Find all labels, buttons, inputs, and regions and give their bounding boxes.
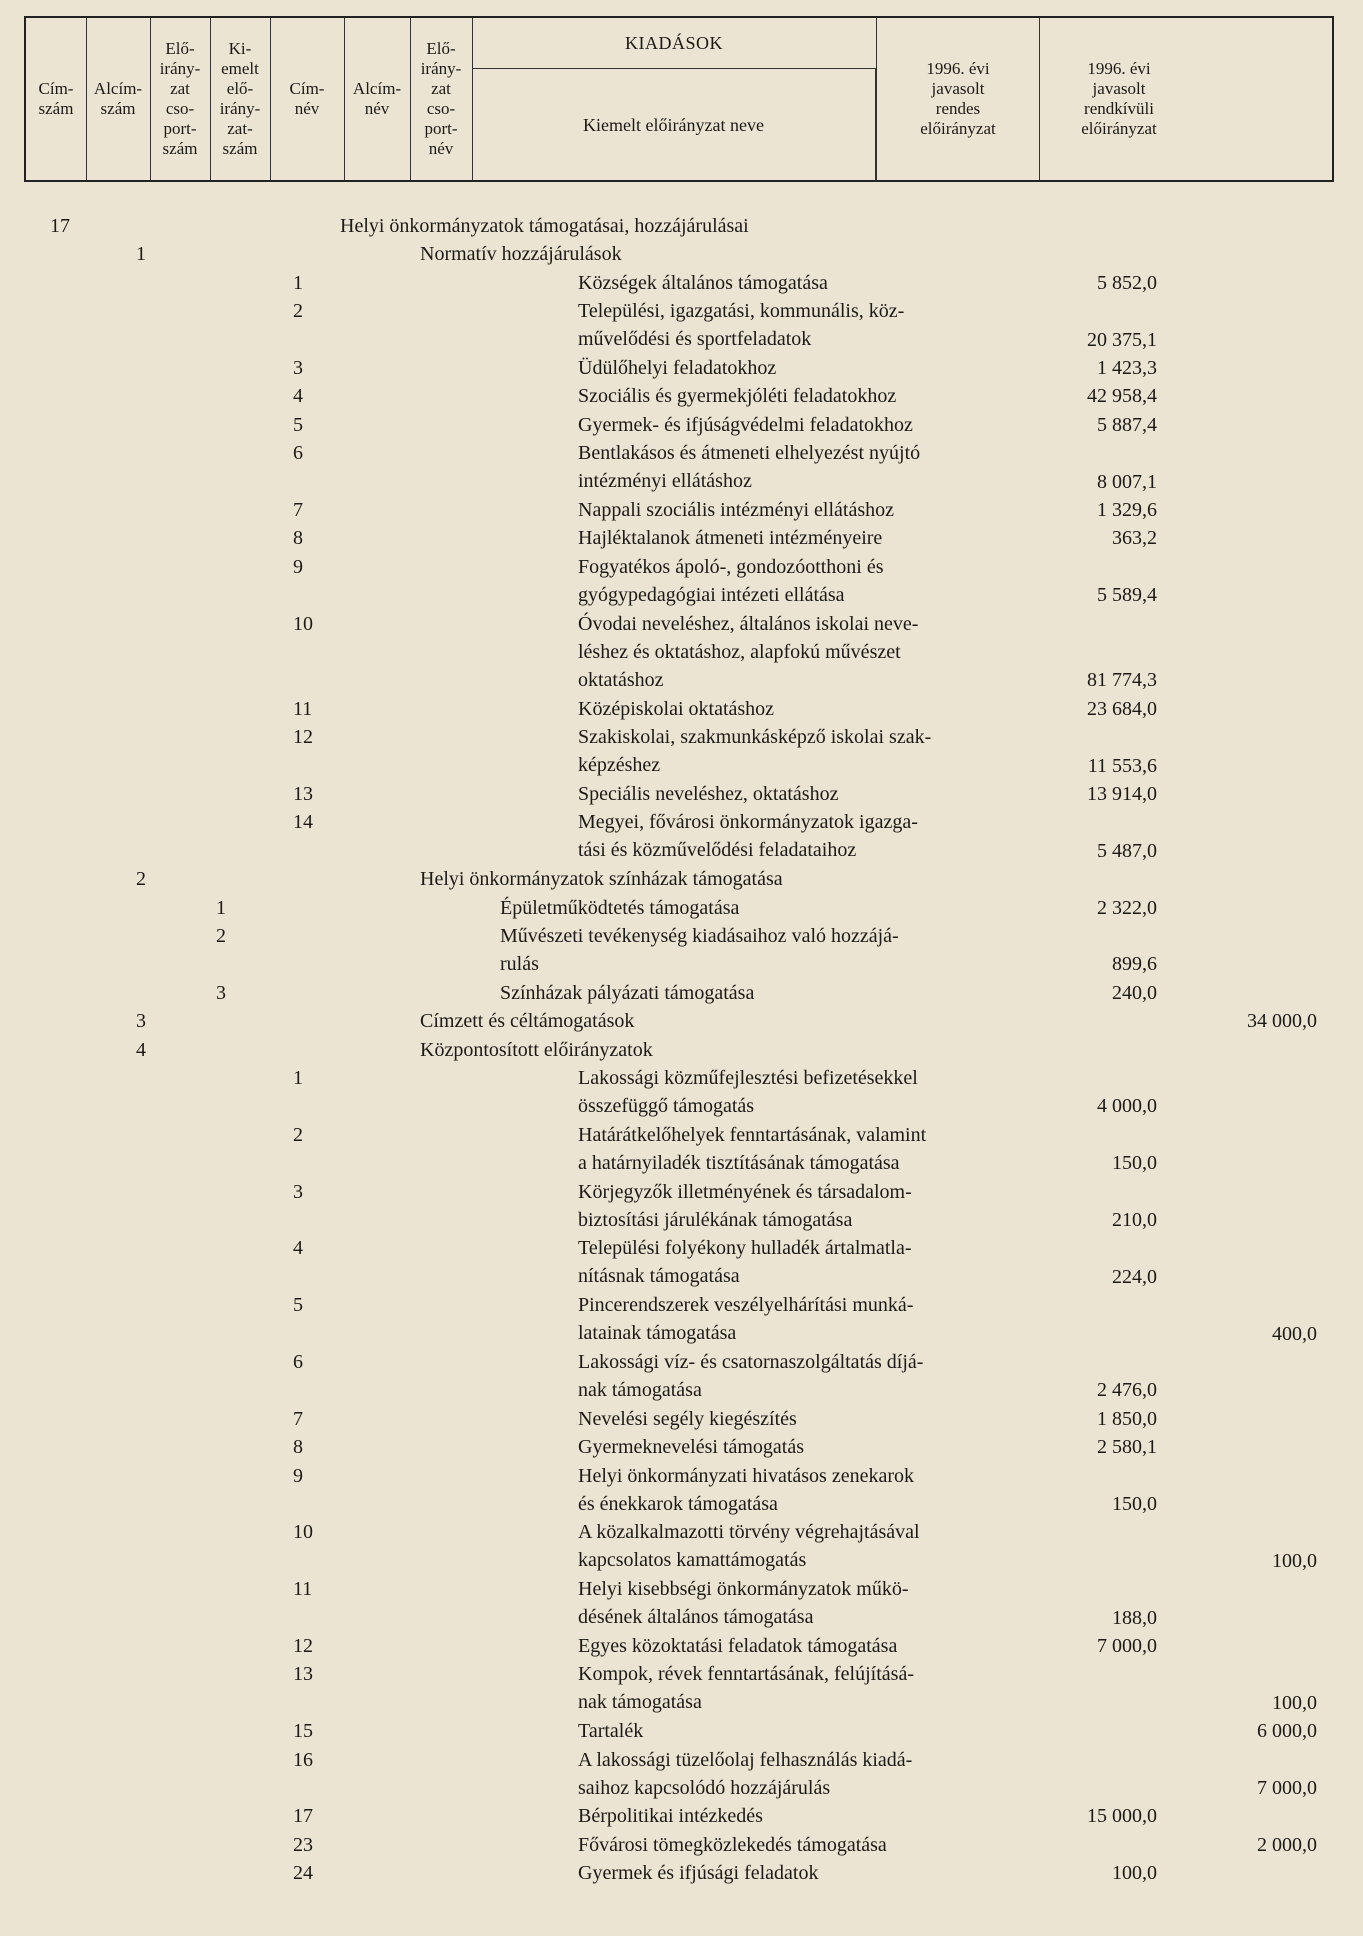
description-line: Épületműködtetés támogatása	[500, 896, 740, 919]
description-line: Hajléktalanok átmeneti intézményeire	[578, 527, 883, 550]
eloiranyzat-csoport-szam: 3	[216, 981, 226, 1004]
kiemelt-szam: 7	[293, 499, 303, 521]
kiemelt-szam: 7	[293, 1407, 303, 1430]
table-row	[0, 979, 1363, 1007]
kiemelt-eloiranyzat-nev	[578, 1234, 1018, 1290]
header-kiemelt-nev: Kiemelt előirányzat neve	[472, 68, 876, 182]
kiemelt-szam: 3	[293, 357, 303, 379]
table-row	[0, 1802, 1363, 1830]
description-line: Színházak pályázati támogatása	[500, 981, 755, 1004]
eloiranyzat-csoport-nev	[500, 979, 1020, 1007]
rendes-eloiranyzat: 5 487,0	[1097, 839, 1157, 862]
kiemelt-eloiranyzat-nev	[578, 1178, 1018, 1234]
header-cim-nev: Cím- név	[270, 18, 345, 180]
kiemelt-eloiranyzat-nev	[578, 1859, 1018, 1887]
description-line: Fogyatékos ápoló-, gondozóotthoni és	[578, 555, 884, 578]
table-row	[0, 1632, 1363, 1660]
kiemelt-szam: 9	[293, 1464, 303, 1487]
rendkivuli-eloiranyzat: 7 000,0	[1257, 1776, 1317, 1799]
kiemelt-eloiranyzat-nev	[578, 1660, 1018, 1716]
table-row	[0, 212, 1363, 240]
description-line: Körjegyzők illetményének és társadalom-	[578, 1180, 912, 1203]
kiemelt-eloiranyzat-nev	[578, 1717, 1018, 1745]
description-line: Bentlakásos és átmeneti elhelyezést nyújtó	[578, 442, 921, 465]
kiemelt-szam: 13	[293, 1663, 313, 1686]
kiemelt-szam: 15	[293, 1720, 313, 1743]
table-row	[0, 865, 1363, 893]
kiemelt-eloiranyzat-nev	[578, 1291, 1018, 1347]
alcim-nev: Normatív hozzájárulások	[420, 243, 622, 266]
kiemelt-szam: 3	[293, 1180, 303, 1203]
rendes-eloiranyzat: 5 887,4	[1097, 413, 1157, 436]
kiemelt-eloiranyzat-nev	[578, 269, 1018, 297]
header-rendes: 1996. évi javasolt rendes előirányzat	[876, 18, 1040, 180]
alcim-szam: 4	[136, 1038, 146, 1061]
description-line: nak támogatása	[578, 1379, 702, 1401]
rendes-eloiranyzat: 240,0	[1112, 981, 1157, 1004]
description-line: oktatáshoz	[578, 668, 664, 691]
rendes-eloiranyzat: 20 375,1	[1087, 328, 1157, 351]
rendes-eloiranyzat: 11 553,6	[1087, 754, 1157, 777]
eloiranyzat-csoport-nev	[500, 894, 1020, 922]
kiemelt-szam: 12	[293, 1635, 313, 1657]
alcim-nev: Központosított előirányzatok	[420, 1038, 653, 1061]
kiemelt-szam: 13	[293, 783, 313, 805]
rendes-eloiranyzat: 42 958,4	[1087, 385, 1157, 408]
table-row	[0, 1831, 1363, 1859]
kiemelt-eloiranyzat-nev	[578, 1575, 1018, 1631]
table-row	[0, 695, 1363, 723]
description-line: biztosítási járulékának támogatása	[578, 1208, 853, 1231]
kiemelt-szam: 5	[293, 413, 303, 436]
rendkivuli-eloiranyzat: 100,0	[1272, 1691, 1317, 1714]
description-line: Szakiskolai, szakmunkásképző iskolai szak-	[578, 726, 932, 749]
kiemelt-szam: 10	[293, 1521, 313, 1544]
kiemelt-szam: 16	[293, 1748, 313, 1771]
description-line: gyógypedagógiai intézeti ellátása	[578, 583, 845, 606]
kiemelt-eloiranyzat-nev	[578, 524, 1018, 552]
description-line: és énekkarok támogatása	[578, 1492, 778, 1515]
rendkivuli-eloiranyzat: 100,0	[1272, 1549, 1317, 1572]
kiemelt-eloiranyzat-nev	[578, 780, 1018, 808]
table-row	[0, 553, 1363, 610]
table-row	[0, 1121, 1363, 1178]
rendkivuli-eloiranyzat: 400,0	[1272, 1322, 1317, 1345]
rendes-eloiranyzat: 5 589,4	[1097, 584, 1157, 607]
table-row	[0, 1348, 1363, 1405]
kiemelt-szam: 8	[293, 527, 303, 550]
description-line: Szociális és gyermekjóléti feladatokhoz	[578, 385, 897, 408]
description-line: Megyei, fővárosi önkormányzatok igazga-	[578, 811, 918, 834]
header-alcim-nev: Alcím- név	[344, 18, 411, 180]
description-line: Helyi önkormányzati hivatásos zenekarok	[578, 1464, 914, 1487]
kiemelt-eloiranyzat-nev	[578, 439, 1018, 495]
rendes-eloiranyzat: 15 000,0	[1087, 1805, 1157, 1828]
kiemelt-eloiranyzat-nev	[578, 382, 1018, 410]
table-row	[0, 1859, 1363, 1887]
kiemelt-szam: 6	[293, 442, 303, 465]
kiemelt-eloiranyzat-nev	[578, 610, 1018, 694]
description-line: Gyermek és ifjúsági feladatok	[578, 1862, 819, 1885]
description-line: Lakossági közműfejlesztési befizetésekkel	[578, 1067, 918, 1089]
kiemelt-eloiranyzat-nev	[578, 1405, 1018, 1433]
alcim-szam: 1	[136, 243, 146, 266]
table-row	[0, 723, 1363, 780]
rendes-eloiranyzat: 2 580,1	[1097, 1436, 1157, 1459]
rendes-eloiranyzat: 5 852,0	[1097, 271, 1157, 294]
description-line: Helyi kisebbségi önkormányzatok műkö-	[578, 1578, 909, 1601]
kiemelt-szam: 4	[293, 1237, 303, 1260]
description-line: A közalkalmazotti törvény végrehajtásával	[578, 1521, 920, 1544]
kiemelt-szam: 10	[293, 612, 313, 635]
eloiranyzat-csoport-nev	[500, 922, 1020, 978]
kiemelt-eloiranyzat-nev	[578, 1064, 1018, 1120]
kiemelt-eloiranyzat-nev	[578, 1518, 1018, 1574]
rendes-eloiranyzat: 81 774,3	[1087, 669, 1157, 692]
header-alcim-szam: Alcím- szám	[86, 18, 151, 180]
description-line: Tartalék	[578, 1720, 644, 1743]
description-line: saihoz kapcsolódó hozzájárulás	[578, 1776, 831, 1799]
table-row	[0, 1433, 1363, 1461]
table-row	[0, 808, 1363, 865]
header-kiadasok: KIADÁSOK	[472, 18, 876, 69]
table-row	[0, 1717, 1363, 1745]
header-rendkivuli: 1996. évi javasolt rendkívüli előirányzat	[1081, 59, 1157, 138]
table-row	[0, 240, 1363, 268]
alcim-szam: 3	[136, 1010, 146, 1033]
rendes-eloiranyzat: 2 476,0	[1097, 1379, 1157, 1402]
kiemelt-eloiranyzat-nev	[578, 723, 1018, 779]
table-row	[0, 1660, 1363, 1717]
kiemelt-szam: 1	[293, 271, 303, 294]
kiemelt-szam: 12	[293, 726, 313, 749]
eloiranyzat-csoport-szam: 2	[216, 925, 226, 947]
table-row	[0, 1064, 1363, 1121]
kiemelt-eloiranyzat-nev	[578, 695, 1018, 723]
table-row	[0, 1234, 1363, 1291]
kiemelt-szam: 11	[293, 1578, 313, 1601]
description-line: Nappali szociális intézményi ellátáshoz	[578, 499, 894, 521]
kiemelt-szam: 4	[293, 385, 303, 408]
rendes-eloiranyzat: 1 329,6	[1097, 499, 1157, 521]
description-line: désének általános támogatása	[578, 1606, 814, 1629]
description-line: Nevelési segély kiegészítés	[578, 1407, 797, 1430]
kiemelt-eloiranyzat-nev	[578, 553, 1018, 609]
description-line: tási és közművelődési feladataihoz	[578, 839, 857, 862]
kiemelt-eloiranyzat-nev	[578, 1831, 1018, 1859]
rendes-eloiranyzat: 188,0	[1112, 1606, 1157, 1629]
eloiranyzat-csoport-szam: 1	[216, 896, 226, 919]
description-line: Pincerendszerek veszélyelhárítási munká-	[578, 1294, 914, 1317]
description-line: Gyermeknevelési támogatás	[578, 1436, 805, 1459]
description-line: Községek általános támogatása	[578, 271, 828, 294]
description-line: Lakossági víz- és csatornaszolgáltatás díjá-	[578, 1351, 924, 1373]
description-line: nításnak támogatása	[578, 1265, 740, 1288]
rendes-eloiranyzat: 899,6	[1112, 953, 1157, 976]
table-row	[0, 922, 1363, 979]
description-line: Középiskolai oktatáshoz	[578, 697, 775, 720]
kiemelt-szam: 2	[293, 300, 303, 323]
table-row	[0, 1178, 1363, 1235]
rendes-eloiranyzat: 1 850,0	[1097, 1407, 1157, 1430]
table-row	[0, 1518, 1363, 1575]
table-row	[0, 269, 1363, 297]
rendes-eloiranyzat: 4 000,0	[1097, 1095, 1157, 1118]
kiemelt-eloiranyzat-nev	[578, 496, 1018, 524]
table-row	[0, 496, 1363, 524]
kiemelt-eloiranyzat-nev	[578, 808, 1018, 864]
rendes-eloiranyzat: 8 007,1	[1097, 470, 1157, 493]
kiemelt-szam: 2	[293, 1123, 303, 1146]
kiemelt-szam: 23	[293, 1833, 313, 1856]
table-row	[0, 439, 1363, 496]
kiemelt-szam: 14	[293, 811, 313, 834]
cim-szam: 17	[50, 215, 70, 237]
description-line: Határátkelőhelyek fenntartásának, valamint	[578, 1123, 927, 1146]
rendes-eloiranyzat: 2 322,0	[1097, 896, 1157, 919]
kiemelt-szam: 11	[293, 697, 313, 720]
rendes-eloiranyzat: 150,0	[1112, 1152, 1157, 1175]
rendkivuli-eloiranyzat: 2 000,0	[1257, 1833, 1317, 1856]
alcim-szam: 2	[136, 868, 146, 891]
table-row	[0, 1746, 1363, 1803]
table-row	[0, 780, 1363, 808]
description-line: Bérpolitikai intézkedés	[578, 1805, 763, 1828]
table-row	[0, 1462, 1363, 1519]
kiemelt-szam: 24	[293, 1862, 313, 1885]
kiemelt-eloiranyzat-nev	[578, 1348, 1018, 1404]
kiemelt-szam: 6	[293, 1351, 303, 1373]
table-header	[24, 16, 1334, 182]
kiemelt-eloiranyzat-nev	[578, 297, 1018, 353]
kiemelt-eloiranyzat-nev	[578, 1802, 1018, 1830]
description-line: képzéshez	[578, 754, 661, 777]
description-line: Speciális neveléshez, oktatáshoz	[578, 783, 839, 805]
description-line: nak támogatása	[578, 1691, 702, 1714]
rendes-eloiranyzat: 210,0	[1112, 1208, 1157, 1231]
kiemelt-eloiranyzat-nev	[578, 411, 1018, 439]
cim-nev: Helyi önkormányzatok támogatásai, hozzájárulásai	[340, 215, 749, 237]
description-line: léshez és oktatáshoz, alapfokú művészet	[578, 640, 901, 663]
table-row	[0, 411, 1363, 439]
rendkivuli-eloiranyzat: 6 000,0	[1257, 1720, 1317, 1743]
rendkivuli-eloiranyzat: 34 000,0	[1247, 1010, 1317, 1033]
header-kiemelt-szam: Ki- emelt elő- irány- zat- szám	[210, 18, 271, 180]
rendes-eloiranyzat: 363,2	[1112, 527, 1157, 550]
header-eloiranyzat-csoport-nev: Elő- irány- zat cso- port- név	[410, 18, 473, 180]
description-line: Települési folyékony hulladék ártalmatla-	[578, 1237, 912, 1260]
kiemelt-szam: 8	[293, 1436, 303, 1459]
description-line: Művészeti tevékenység kiadásaihoz való hozzájá-	[500, 925, 899, 947]
description-line: intézményi ellátáshoz	[578, 470, 752, 493]
table-row	[0, 1405, 1363, 1433]
description-line: Települési, igazgatási, kommunális, köz-	[578, 300, 905, 323]
table-row	[0, 382, 1363, 410]
rendes-eloiranyzat: 224,0	[1112, 1265, 1157, 1288]
table-row	[0, 1007, 1363, 1035]
description-line: Fővárosi tömegközlekedés támogatása	[578, 1833, 887, 1856]
description-line: rulás	[500, 953, 539, 975]
description-line: kapcsolatos kamattámogatás	[578, 1549, 807, 1572]
table-row	[0, 297, 1363, 354]
kiemelt-eloiranyzat-nev	[578, 354, 1018, 382]
alcim-nev: Címzett és céltámogatások	[420, 1010, 635, 1033]
alcim-nev: Helyi önkormányzatok színházak támogatása	[420, 868, 783, 891]
rendes-eloiranyzat: 13 914,0	[1087, 783, 1157, 805]
kiemelt-szam: 5	[293, 1294, 303, 1317]
table-row	[0, 1291, 1363, 1348]
rendes-eloiranyzat: 1 423,3	[1097, 357, 1157, 379]
table-row	[0, 894, 1363, 922]
table-row	[0, 354, 1363, 382]
rendes-eloiranyzat: 7 000,0	[1097, 1635, 1157, 1657]
description-line: a határnyiladék tisztításának támogatása	[578, 1151, 900, 1174]
description-line: Gyermek- és ifjúságvédelmi feladatokhoz	[578, 413, 913, 436]
description-line: Egyes közoktatási feladatok támogatása	[578, 1635, 898, 1657]
table-row	[0, 524, 1363, 552]
table-row	[0, 610, 1363, 695]
rendes-eloiranyzat: 23 684,0	[1087, 697, 1157, 720]
description-line: A lakossági tüzelőolaj felhasználás kiadá-	[578, 1748, 913, 1771]
description-line: Üdülőhelyi feladatokhoz	[578, 357, 777, 379]
kiemelt-eloiranyzat-nev	[578, 1121, 1018, 1177]
table-row	[0, 1575, 1363, 1632]
kiemelt-eloiranyzat-nev	[578, 1433, 1018, 1461]
kiemelt-eloiranyzat-nev	[578, 1632, 1018, 1660]
description-line: művelődési és sportfeladatok	[578, 328, 812, 351]
description-line: Óvodai neveléshez, általános iskolai neve-	[578, 612, 919, 635]
rendes-eloiranyzat: 100,0	[1112, 1862, 1157, 1885]
description-line: Kompok, révek fenntartásának, felújításá-	[578, 1663, 914, 1686]
kiemelt-szam: 9	[293, 555, 303, 578]
kiemelt-szam: 17	[293, 1805, 313, 1828]
header-eloiranyzat-csoport-szam: Elő- irány- zat cso- port- szám	[150, 18, 211, 180]
table-row	[0, 1036, 1363, 1064]
header-cim-szam: Cím- szám	[26, 18, 87, 180]
rendes-eloiranyzat: 150,0	[1112, 1492, 1157, 1515]
description-line: latainak támogatása	[578, 1322, 737, 1345]
description-line: összefüggő támogatás	[578, 1095, 755, 1117]
kiemelt-eloiranyzat-nev	[578, 1462, 1018, 1518]
kiemelt-szam: 1	[293, 1067, 303, 1089]
kiemelt-eloiranyzat-nev	[578, 1746, 1018, 1802]
